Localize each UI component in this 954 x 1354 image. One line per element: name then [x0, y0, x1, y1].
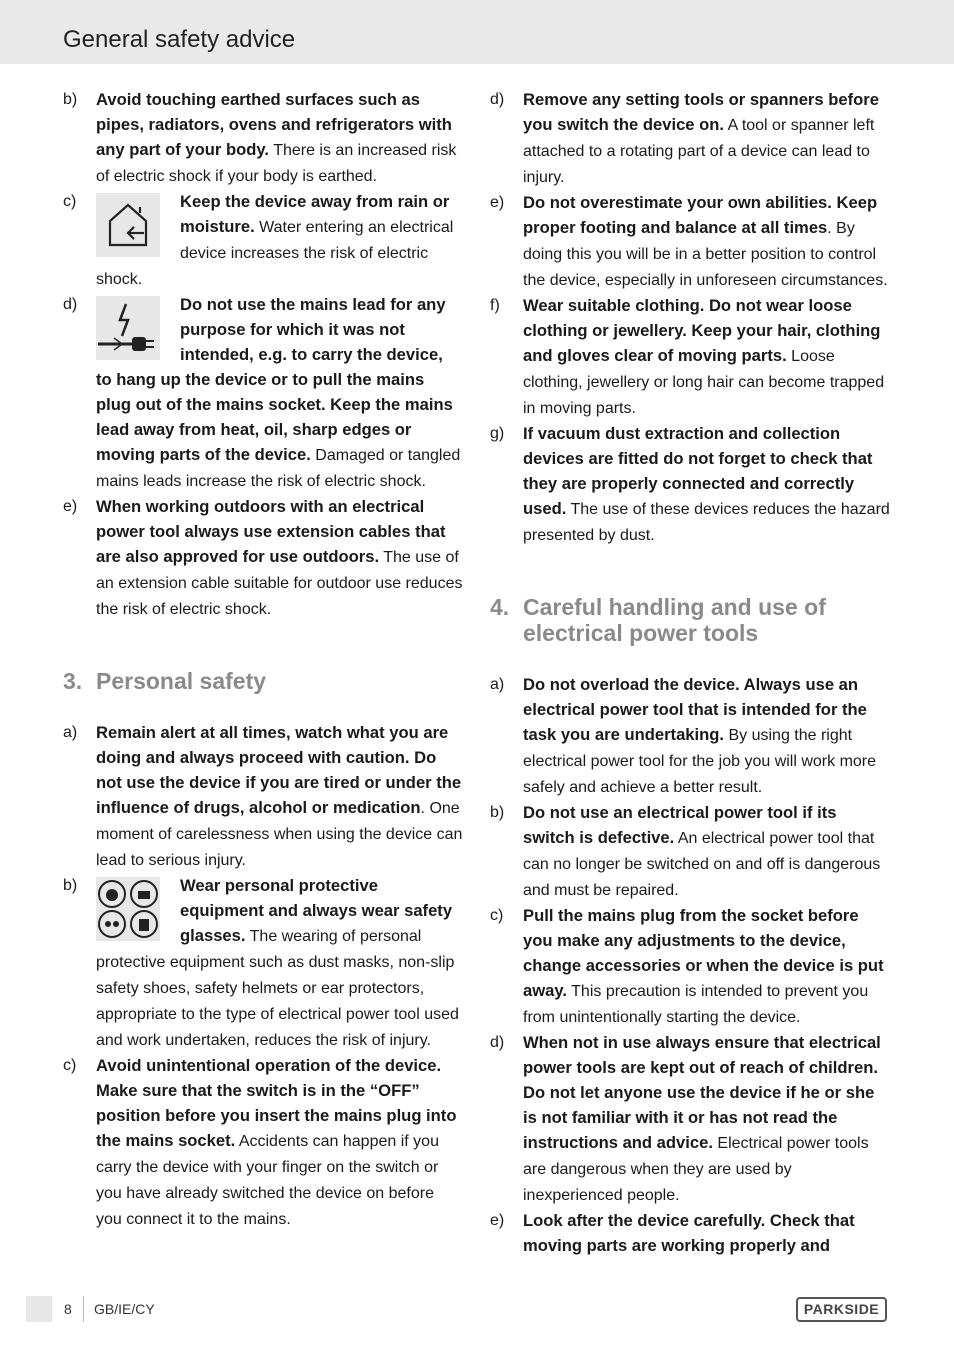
item-bold-text: If vacuum dust extraction and collection devices are fitted do not forget to check that they are properly connected and correctly used. [523, 424, 873, 518]
list-item [490, 1208, 890, 1259]
item-label: e) [490, 194, 505, 211]
item-bold-text: Avoid touching earthed surfaces such as pipes, radiators, ovens and refrigerators with any part of your body. [96, 90, 452, 159]
item-bold-text: Remain alert at all times, watch what you are doing and always proceed with caution. Do not use the device if you are tired or under the influence of drugs, alcohol or medication [96, 723, 462, 817]
item-label: b) [63, 91, 78, 108]
item-label: a) [490, 676, 505, 693]
item-label: e) [490, 1212, 505, 1229]
list-item [63, 1053, 463, 1232]
list-item [490, 903, 890, 1030]
list-item [490, 672, 890, 800]
page-header [0, 0, 954, 64]
list-item [63, 189, 463, 292]
list-item [490, 293, 890, 421]
list-item [63, 494, 463, 622]
item-bold-text: Remove any setting tools or spanners before you switch the device on. [523, 90, 879, 134]
house-moisture-icon [96, 193, 160, 257]
footer-marker [26, 1296, 52, 1322]
item-label: b) [490, 804, 505, 821]
item-text: A tool or spanner left attached to a rotating part of a device can lead to injury. [523, 117, 875, 186]
item-label: e) [63, 498, 78, 515]
item-label: b) [63, 877, 78, 894]
protective-equipment-icon [96, 877, 160, 941]
item-bold-text: Do not use the mains lead for any purpose for which it was not intended, e.g. to carry the device, to hang up the device or to pull the mains plug out of the mains socket. Keep the mains lead away from heat, oil, sharp edges or moving parts of the device. [96, 295, 453, 464]
list-item [490, 1030, 890, 1208]
list-item [490, 800, 890, 903]
item-text: The use of these devices reduces the hazard presented by dust. [523, 501, 890, 544]
item-text: Loose clothing, jewellery or long hair can become trapped in moving parts. [523, 348, 885, 417]
item-text: Water entering an electrical device increases the risk of electric shock. [96, 219, 454, 288]
left-column [63, 87, 463, 1232]
footer-divider [83, 1296, 84, 1322]
item-label: d) [490, 91, 505, 108]
item-bold-text: Avoid unintentional operation of the device. Make sure that the switch is in the “OFF” position before you insert the mains plug into the mains socket. [96, 1056, 457, 1150]
item-label: a) [63, 724, 78, 741]
page-number: 8 [64, 1301, 72, 1317]
mains-lead-icon [96, 296, 160, 360]
item-text: This precaution is intended to prevent you from unintentionally starting the device. [523, 983, 869, 1026]
item-label: d) [63, 296, 78, 313]
item-bold-text: When not in use always ensure that electrical power tools are kept out of reach of children. Do not let anyone use the device if he or she is not familiar with it or has not read the instructions and advice. [523, 1033, 881, 1152]
item-label: d) [490, 1034, 505, 1051]
section-number: 4. [490, 594, 510, 620]
list-item [490, 190, 890, 293]
item-bold-text: Pull the mains plug from the socket before you make any adjustments to the device, change accessories or when the device is put away. [523, 906, 884, 1000]
list-item [63, 720, 463, 873]
item-label: c) [490, 907, 504, 924]
item-bold-text: Keep the device away from rain or moisture. [180, 192, 450, 236]
item-bold-text: Look after the device carefully. Check that moving parts are working properly and [523, 1211, 855, 1255]
brand-logo: PARKSIDE [796, 1297, 887, 1322]
section-number: 3. [63, 668, 83, 694]
item-text: There is an increased risk of electric shock if your body is earthed. [96, 142, 457, 185]
right-column [490, 87, 890, 1259]
item-bold-text: Do not use an electrical power tool if its switch is defective. [523, 803, 837, 847]
item-text: The use of an extension cable suitable for outdoor use reduces the risk of electric shock. [96, 549, 463, 618]
section-heading [490, 594, 890, 646]
item-bold-text: Do not overload the device. Always use an electrical power tool that is intended for the task you are undertaking. [523, 675, 867, 744]
page-title: General safety advice [63, 26, 296, 53]
item-text: . By doing this you will be in a better position to control the device, especially in unforeseen circumstances. [523, 220, 888, 289]
section-heading [63, 668, 463, 694]
language-code: GB/IE/CY [94, 1301, 155, 1317]
item-label: c) [63, 193, 77, 210]
item-text: Electrical power tools are dangerous when they are used by inexperienced people. [523, 1135, 869, 1204]
item-text: Damaged or tangled mains leads increase the risk of electric shock. [96, 447, 461, 490]
item-label: f) [490, 297, 500, 314]
item-bold-text: Wear suitable clothing. Do not wear loose clothing or jewellery. Keep your hair, clothing and gloves clear of moving parts. [523, 296, 881, 365]
item-label: c) [63, 1057, 77, 1074]
item-bold-text: Do not overestimate your own abilities. Keep proper footing and balance at all times [523, 193, 878, 237]
section-title: Personal safety [96, 668, 267, 694]
item-text: The wearing of personal protective equipment such as dust masks, non-slip safety shoes, safety helmets or ear protectors, appropriate to the type of electrical power tool used and work undertaken, reduces the risk of injury. [96, 928, 459, 1049]
item-text: By using the right electrical power tool for the job you will work more safely and achieve a better result. [523, 727, 877, 796]
list-item [490, 421, 890, 548]
item-text: An electrical power tool that can no longer be switched on and off is dangerous and must be repaired. [523, 830, 881, 899]
item-text: Accidents can happen if you carry the device with your finger on the switch or you have already switched the device on before you connect it to the mains. [96, 1133, 439, 1228]
list-item [63, 292, 463, 494]
item-text: . One moment of carelessness when using the device can lead to serious injury. [96, 800, 463, 869]
list-item [63, 873, 463, 1053]
item-bold-text: When working outdoors with an electrical power tool always use extension cables that are also approved for use outdoors. [96, 497, 446, 566]
item-bold-text: Wear personal protective equipment and always wear safety glasses. [180, 876, 453, 945]
list-item [63, 87, 463, 189]
list-item [490, 87, 890, 190]
section-title: Careful handling and use of electrical power tools [523, 594, 826, 646]
item-label: g) [490, 425, 505, 442]
